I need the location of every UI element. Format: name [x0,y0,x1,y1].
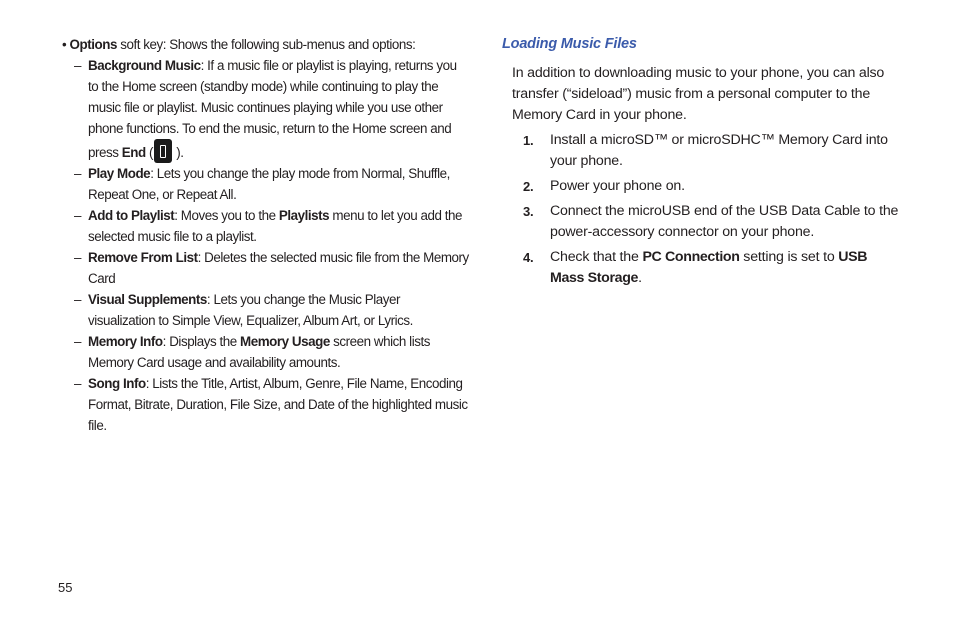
step-number: 2. [523,179,534,194]
item-term-secondary: Memory Usage [240,334,330,349]
options-sub-list [62,55,470,436]
list-item: – Play Mode: Lets you change the play mode from Normal, Shuffle, Repeat One, or Repeat All. [74,166,450,202]
item-text: : Displays the [162,334,241,349]
step-number: 4. [523,250,534,265]
step-item [502,130,902,172]
list-item: – Background Music: If a music file or playlist is playing, returns you to the Home screen (standby mode) while continuing to play the music file or playlist. Music continues playing while you use other phone functions. To end the music, return to the Home screen and press End ( ). [62,55,470,163]
options-term: Options [69,37,117,52]
section-heading: Loading Music Files [502,36,637,52]
item-term: Remove From List [88,250,198,265]
step-text-end: . [638,270,642,286]
options-bullet [62,34,470,55]
end-key-icon [154,139,172,163]
step-term-secondary: USB Mass Storage [550,249,868,286]
options-description-column [62,34,470,436]
item-text-secondary: screen which lists Memory Card usage and availability amounts. [88,334,430,370]
item-text: : Lets you change the Music Player visualization to Simple View, Equalizer, Album Art, or Lyrics. [88,292,413,328]
item-term: Visual Supplements [88,292,207,307]
bullet-dot: • [62,37,70,52]
item-text: : Lets you change the play mode from Normal, Shuffle, Repeat One, or Repeat All. [88,166,450,202]
list-item: – Add to Playlist: Moves you to the Playlists menu to let you add the selected music file to a playlist. [74,208,463,244]
list-item: – Visual Supplements: Lets you change the Music Player visualization to Simple View, Equalizer, Album Art, or Lyrics. [74,292,413,328]
item-text-after: ). [173,145,184,160]
item-term: Play Mode [88,166,151,181]
step-number: 1. [523,133,534,148]
item-text: : If a music file or playlist is playing, returns you to the Home screen (standby mode) while continuing to play the music file or playlist. Music continues playing while you use other phone functions. To end the music, return to the Home screen and press [88,58,457,160]
item-text: : Deletes the selected music file from the Memory Card [88,250,469,286]
list-item: – Song Info: Lists the Title, Artist, Album, Genre, File Name, Encoding Format, Bitrate, Duration, File Size, and Date of the highlighted music file. [74,376,468,433]
item-term: Background Music [88,58,201,73]
page-number: 55 [58,580,73,595]
step-text: Check that the [550,249,643,265]
steps-list [502,130,902,289]
item-text: : Lists the Title, Artist, Album, Genre, File Name, Encoding Format, Bitrate, Duration, File Size, and Date of the highlighted music file. [88,376,468,433]
loading-music-section [502,34,902,293]
item-text: : Moves you to the [174,208,279,223]
options-text: soft key: Shows the following sub-menus and options: [116,37,416,52]
list-item: – Remove From List: Deletes the selected music file from the Memory Card [74,250,469,286]
step-text: Install a microSD™ or microSDHC™ Memory Card into your phone. [550,132,888,169]
step-text: Connect the microUSB end of the USB Data Cable to the power-accessory connector on your phone. [550,203,899,240]
step-number: 3. [523,204,534,219]
item-text-secondary: menu to let you add the selected music file to a playlist. [88,208,463,244]
step-item [502,201,902,243]
intro-paragraph: In addition to downloading music to your phone, you can also transfer (“sideload”) music from a personal computer to the Memory Card in your phone. [512,65,885,123]
item-term: Add to Playlist [88,208,175,223]
step-text-middle: setting is set to [739,249,839,265]
item-term: Song Info [88,376,146,391]
step-item [502,176,902,197]
step-text: Power your phone on. [550,178,685,194]
list-item: – Memory Info: Displays the Memory Usage screen which lists Memory Card usage and availability amounts. [74,334,430,370]
step-term: PC Connection [642,249,740,265]
item-term: Memory Info [88,334,163,349]
step-item [502,247,902,289]
end-key-label: End [121,145,146,160]
item-term-secondary: Playlists [278,208,330,223]
